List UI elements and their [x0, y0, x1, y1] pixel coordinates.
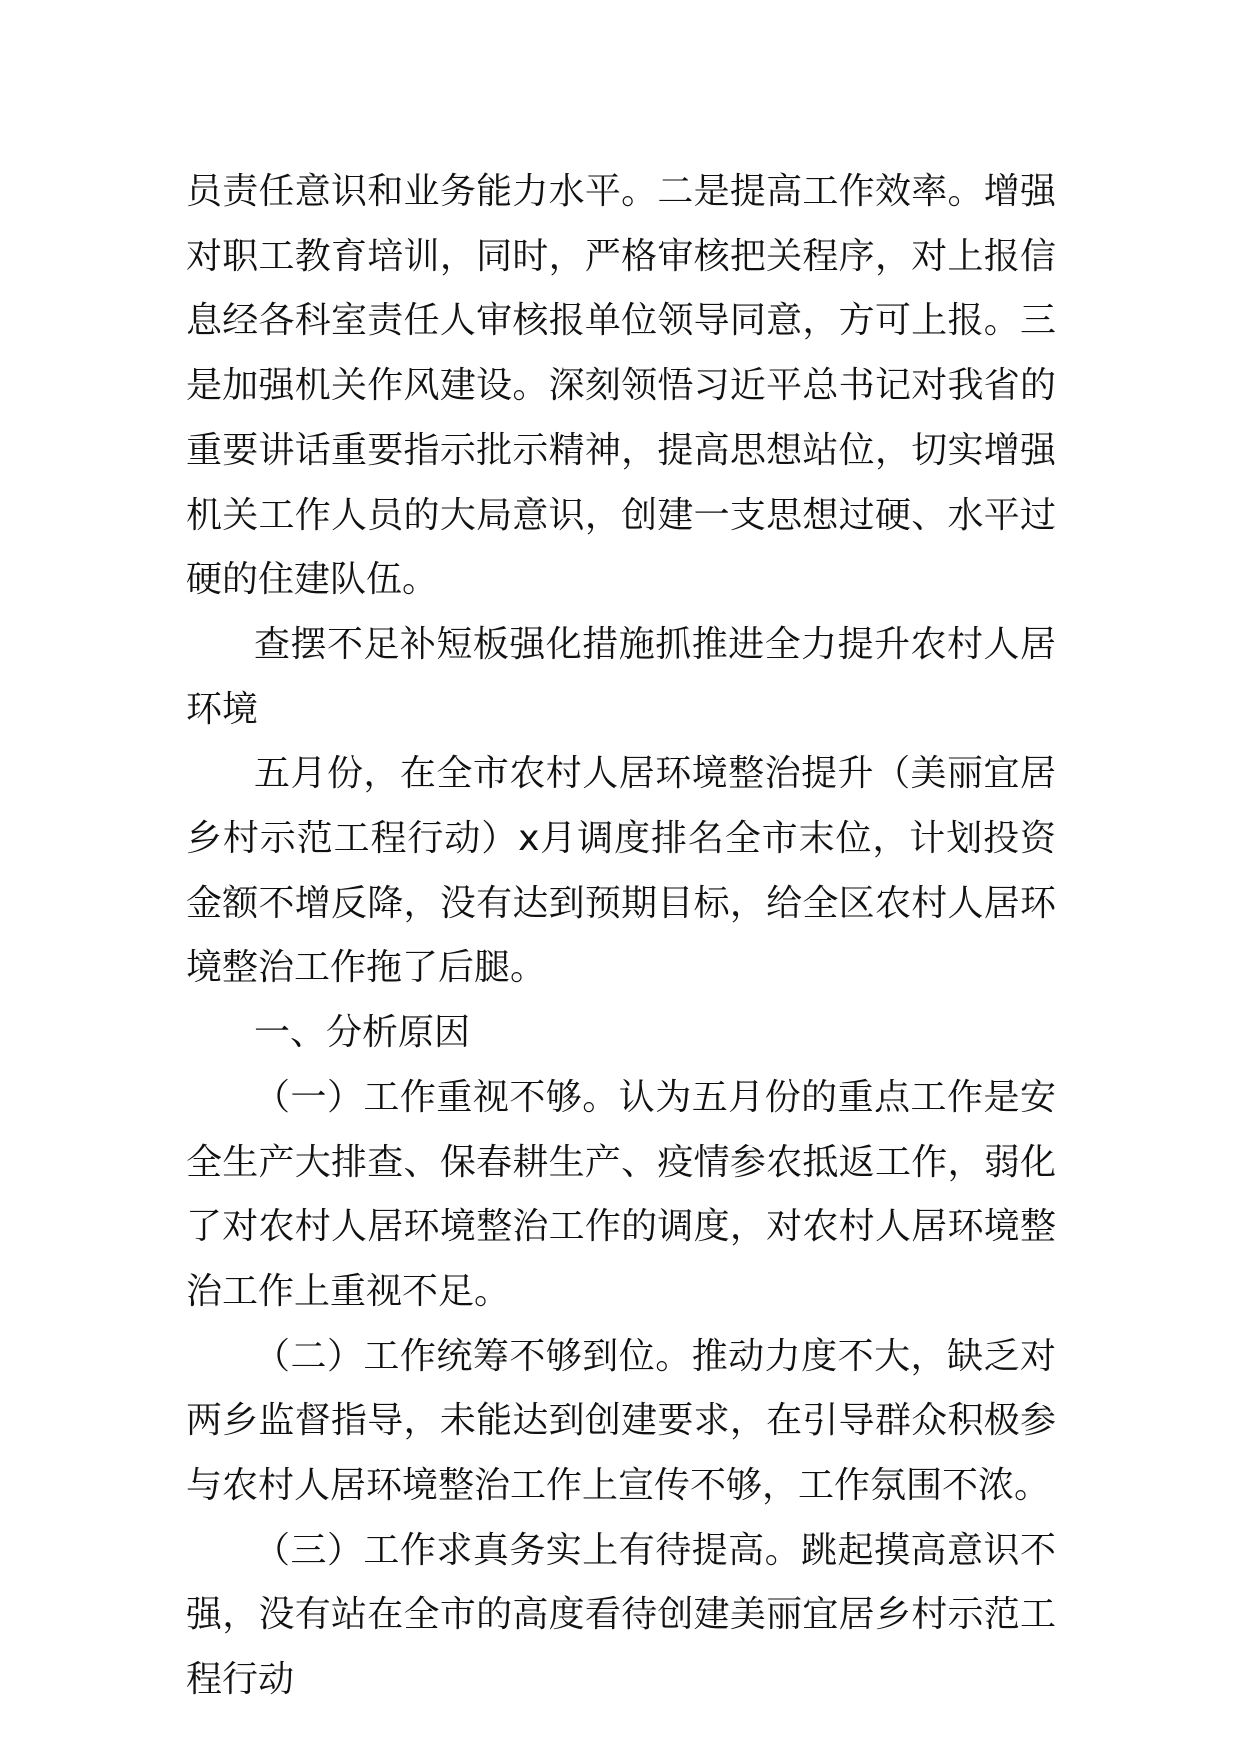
document-body: [186, 160, 1056, 1713]
paragraph-situation: 五月份，在全市农村人居环境整治提升（美丽宜居乡村示范工程行动）x月调度排名全市末位，计划投资金额不增反降，没有达到预期目标，给全区农村人居环境整治工作拖了后腿。: [186, 753, 1056, 989]
paragraph-reason-2: （二）工作统筹不够到位。推动力度不大，缺乏对两乡监督指导，未能达到创建要求，在引导群众积极参与农村人居环境整治工作上宣传不够，工作氛围不浓。: [186, 1335, 1056, 1507]
paragraph-reason-1: （一）工作重视不够。认为五月份的重点工作是安全生产大排查、保春耕生产、疫情参农抵返工作，弱化了对农村人居环境整治工作的调度，对农村人居环境整治工作上重视不足。: [186, 1076, 1056, 1312]
paragraph-reason-3: （三）工作求真务实上有待提高。跳起摸高意识不强，没有站在全市的高度看待创建美丽宜居乡村示范工程行动: [186, 1529, 1056, 1701]
paragraph-continued-measures: 员责任意识和业务能力水平。二是提高工作效率。增强对职工教育培训，同时，严格审核把关程序，对上报信息经各科室责任人审核报单位领导同意，方可上报。三是加强机关作风建设。深刻领悟习近平总书记对我省的重要讲话重要指示批示精神，提高思想站位，切实增强机关工作人员的大局意识，创建一支思想过硬、水平过硬的住建队伍。: [186, 171, 1056, 601]
section-heading: 查摆不足补短板强化措施抓推进全力提升农村人居环境: [186, 623, 1056, 730]
heading-analysis: 一、分析原因: [254, 1012, 471, 1054]
